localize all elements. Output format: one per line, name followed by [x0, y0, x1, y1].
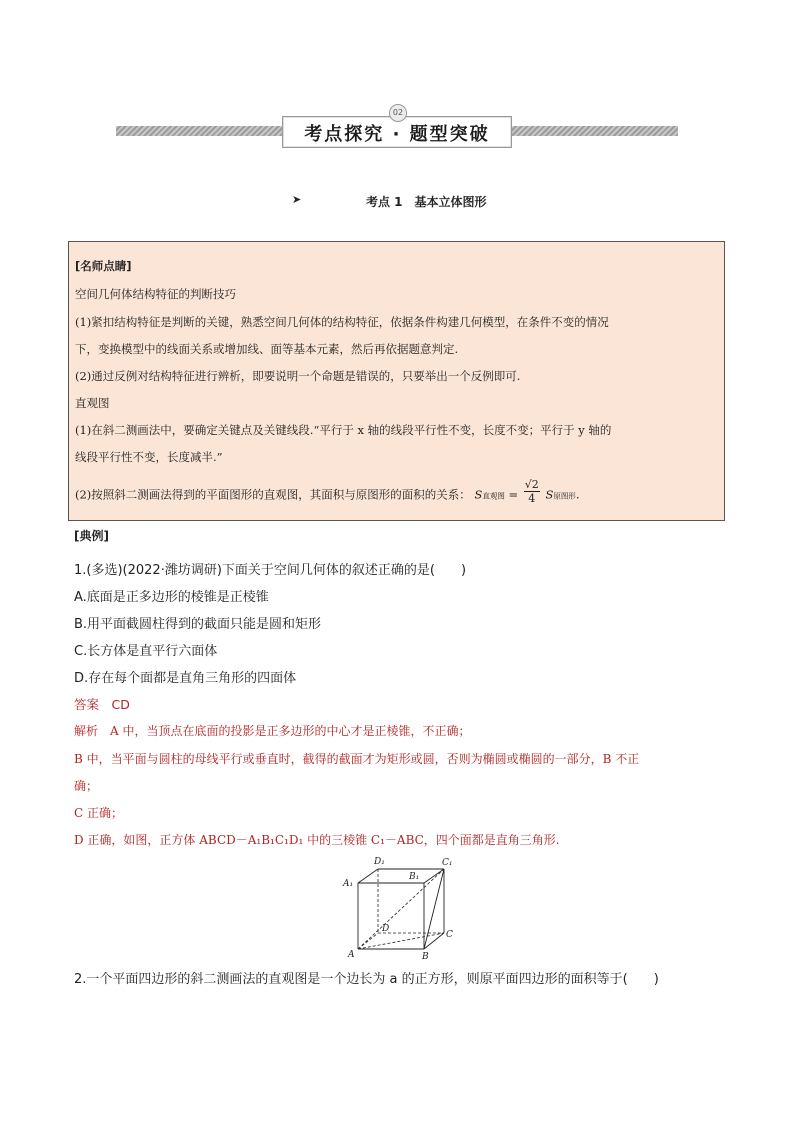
banner-title: 考点探究 · 题型突破 — [304, 124, 490, 145]
option-a: A.底面是正多边形的棱锥是正棱锥 — [74, 590, 269, 605]
arrow-icon: ➤ — [292, 193, 302, 206]
option-d: D.存在每个面都是直角三角形的四面体 — [74, 671, 297, 686]
banner-right-bar — [512, 126, 678, 136]
tip-line-8-text: (2)按照斜二测画法得到的平面图形的直观图，其面积与原图形的面积的关系： — [75, 487, 471, 502]
tip-line-4: (2)通过反例对结构特征进行辨析，即要说明一个命题是错误的，只要举出一个反例即可. — [75, 369, 521, 383]
tip-line-2: (1)紧扣结构特征是判断的关键，熟悉空间几何体的结构特征，依据条件构建几何模型，在条件不变的情况 — [75, 315, 609, 329]
tip-line-5: 直观图 — [75, 396, 110, 410]
example-label: [典例] — [74, 529, 109, 543]
vertex-label-d: D — [382, 924, 390, 934]
area-symbol-2: S — [545, 487, 554, 502]
tip-heading: [名师点睛] — [75, 259, 132, 273]
option-c: C.长方体是直平行六面体 — [74, 644, 218, 659]
fraction-denominator: 4 — [528, 492, 536, 505]
section-heading — [0, 193, 794, 211]
line-end-period: . — [575, 487, 580, 502]
analysis-line-3: 确； — [74, 779, 99, 793]
analysis-line-4: C 正确； — [74, 806, 123, 820]
cube-figure — [340, 855, 460, 961]
vertex-label-c1: C₁ — [442, 858, 453, 868]
section-title: 考点 1 基本立体图形 — [366, 195, 487, 209]
tip-line-6: (1)在斜二测画法中，要确定关键点及关键线段.“平行于 x 轴的线段平行性不变，长度不变；平行于 y 轴的 — [75, 423, 612, 437]
vertex-label-b1: B₁ — [409, 872, 420, 882]
question-2: 2.一个平面四边形的斜二测画法的直观图是一个边长为 a 的正方形，则原平面四边形的面积等于( ) — [74, 972, 659, 987]
teacher-tip-box — [68, 241, 725, 521]
option-b: B.用平面截圆柱得到的截面只能是圆和矩形 — [74, 617, 322, 632]
vertex-label-a1: A₁ — [343, 879, 354, 889]
vertex-label-a: A — [348, 950, 355, 960]
banner-left-bar — [116, 126, 284, 136]
vertex-label-b: B — [422, 952, 429, 961]
equals-sign: = — [508, 487, 519, 502]
banner-number-badge: 02 — [389, 104, 407, 122]
tip-line-7: 线段平行性不变，长度减半.” — [75, 450, 223, 464]
tip-line-3: 下，变换模型中的线面关系或增加线、面等基本元素，然后再依据题意判定. — [75, 342, 459, 356]
vertex-label-c: C — [446, 930, 453, 940]
vertex-label-d1: D₁ — [374, 857, 385, 867]
question-1: 1.(多选)(2022·潍坊调研)下面关于空间几何体的叙述正确的是( ) — [74, 563, 467, 578]
section-banner — [116, 104, 678, 150]
analysis-line-2: B 中，当平面与圆柱的母线平行或垂直时，截得的截面才为矩形或圆，否则为椭圆或椭圆的一部分，B 不正 — [74, 752, 640, 766]
analysis-line-1: 解析 A 中，当顶点在底面的投影是正多边形的中心才是正棱锥，不正确； — [74, 724, 471, 738]
area-symbol-1: S — [474, 487, 483, 502]
area-subscript-1: 直观图 — [482, 491, 505, 501]
answer-line: 答案 CD — [74, 697, 130, 712]
area-subscript-2: 原图形 — [553, 491, 576, 501]
fraction-numerator: √2 — [524, 478, 539, 491]
fraction — [524, 478, 540, 505]
tip-line-8 — [75, 478, 580, 509]
analysis-line-5: D 正确，如图，正方体 ABCD－A₁B₁C₁D₁ 中的三棱锥 C₁－ABC，四个面都是直角三角形. — [74, 833, 560, 847]
tip-line-1: 空间几何体结构特征的判断技巧 — [75, 287, 236, 301]
